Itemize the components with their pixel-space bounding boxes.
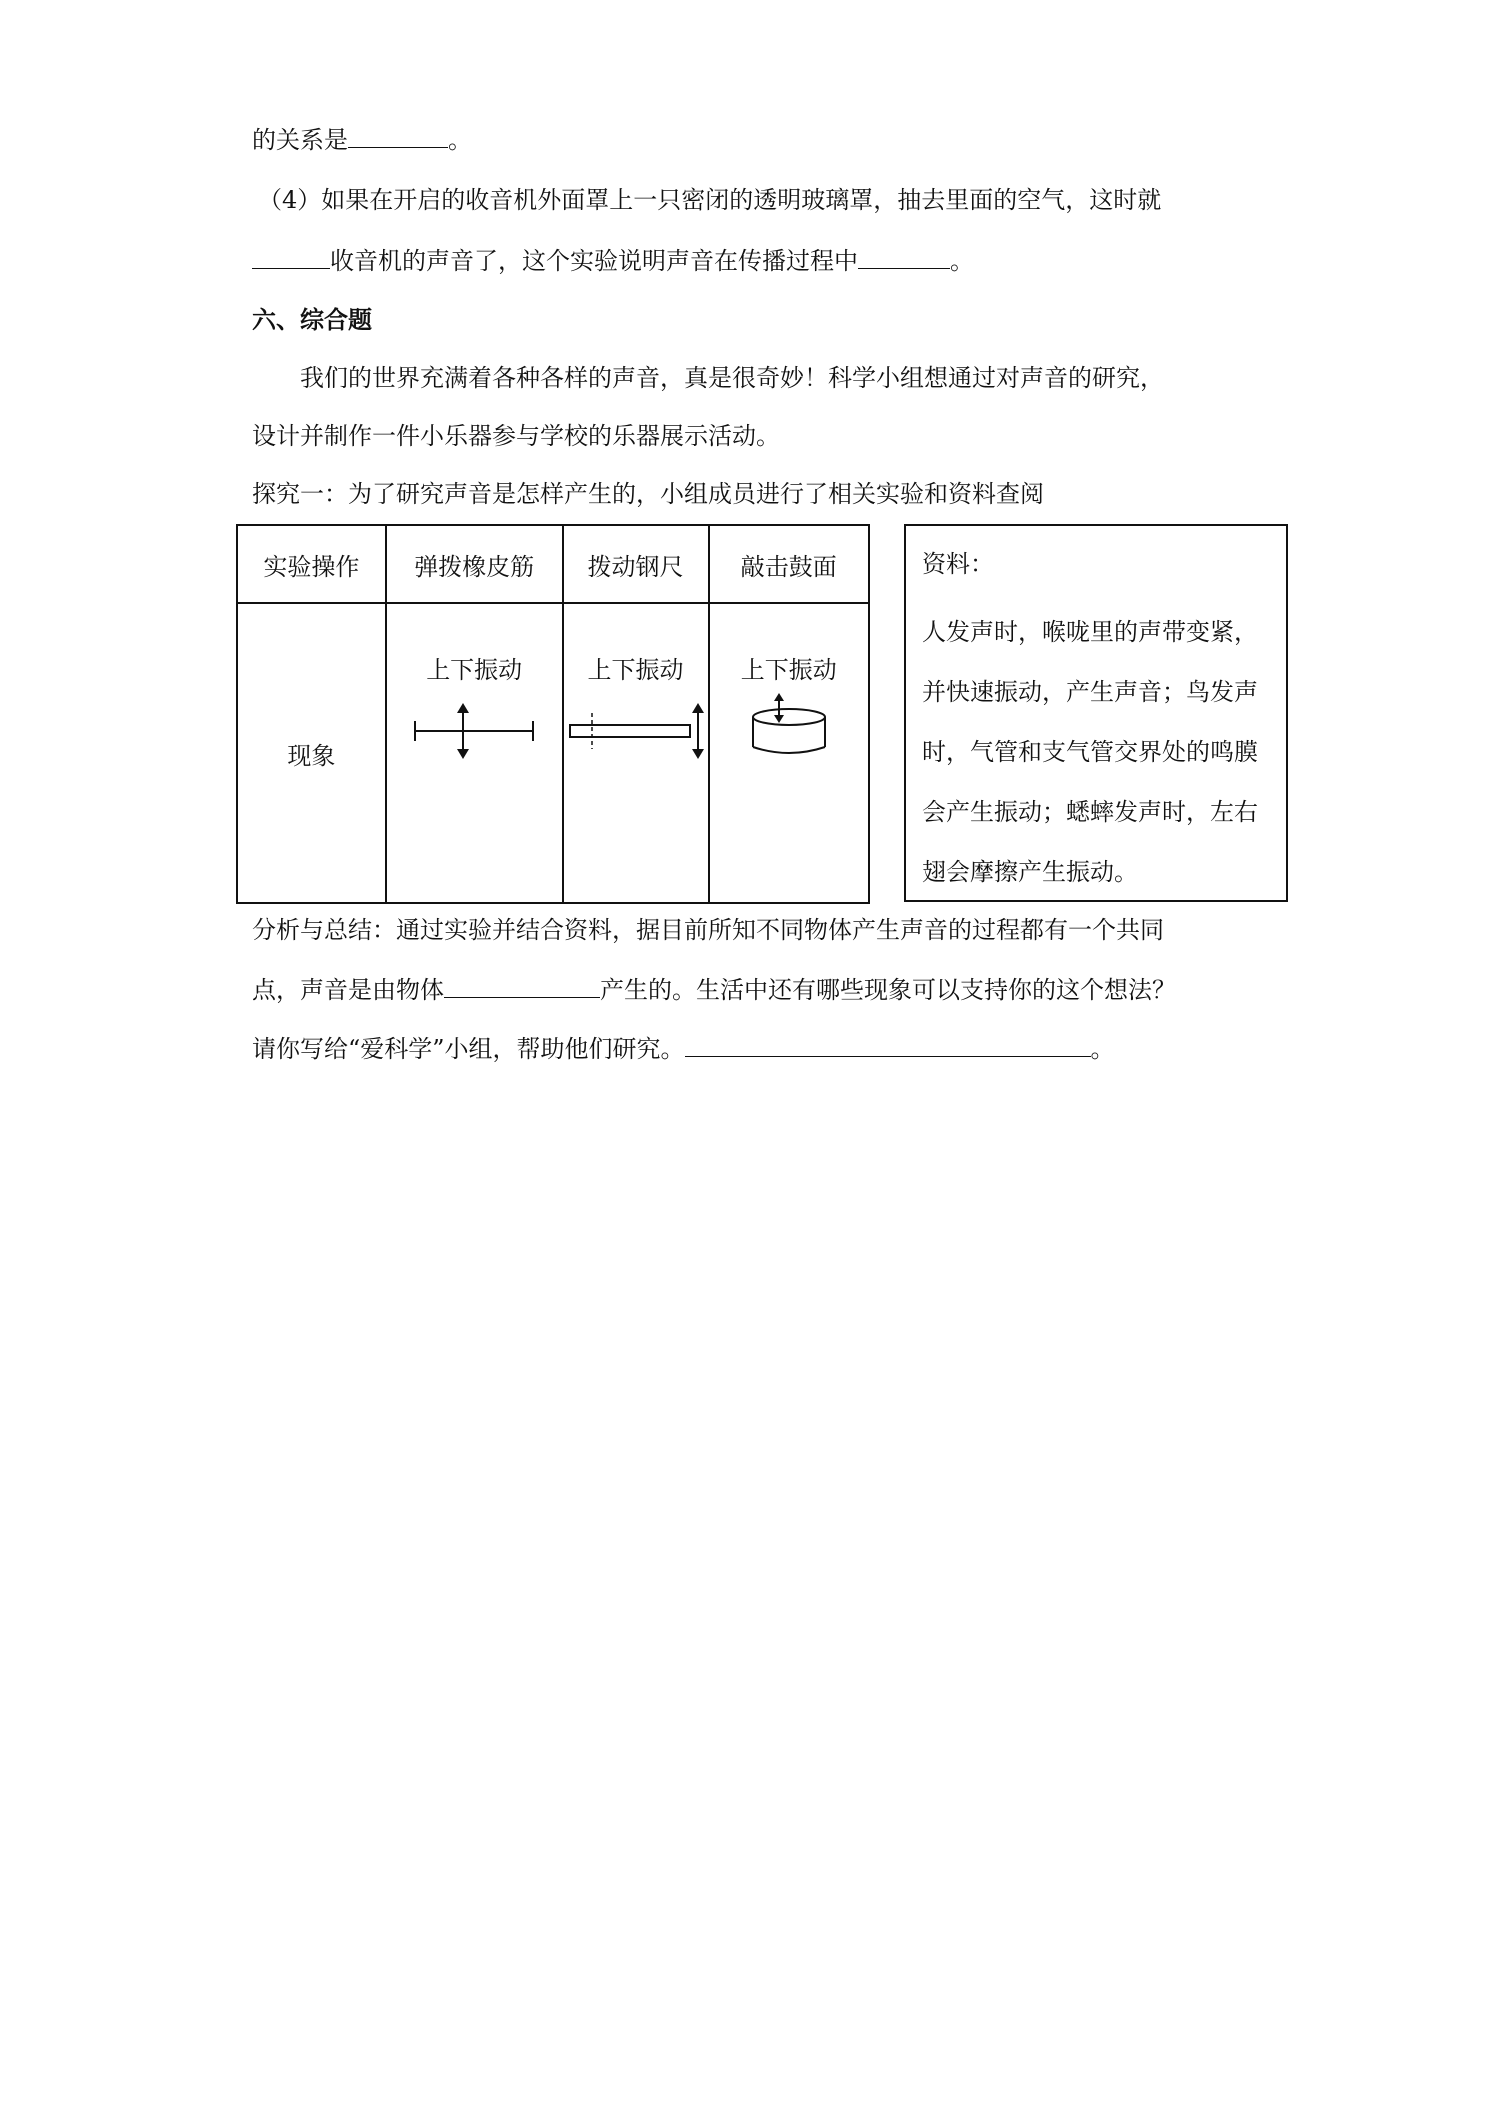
answer-blank[interactable] xyxy=(252,246,330,269)
answer-blank[interactable] xyxy=(444,975,600,998)
section-heading: 六、综合题 xyxy=(252,306,372,334)
info-line: 人发声时，喉咙里的声带变紧， xyxy=(922,618,1258,646)
question-4-line xyxy=(258,184,1161,216)
info-line: 时，气管和支气管交界处的鸣膜 xyxy=(922,738,1258,766)
analysis-line-3 xyxy=(252,1033,1115,1065)
header-cell: 弹拨橡皮筋 xyxy=(386,525,563,603)
table-header-row xyxy=(237,525,869,603)
intro-paragraph-line-2: 设计并制作一件小乐器参与学校的乐器展示活动。 xyxy=(252,422,780,450)
answer-blank[interactable] xyxy=(685,1034,1091,1057)
row-label: 现象 xyxy=(237,603,386,903)
answer-blank[interactable] xyxy=(348,125,448,148)
info-line: 并快速振动，产生声音；鸟发声 xyxy=(922,678,1258,706)
text: 请你写给“爱科学”小组，帮助他们研究。 xyxy=(252,1035,685,1063)
info-line: 翅会摩擦产生振动。 xyxy=(922,858,1138,886)
phenomenon-text: 上下振动 xyxy=(740,656,837,684)
header-cell: 实验操作 xyxy=(237,525,386,603)
table-phenomenon-row xyxy=(237,603,869,903)
text: （4）如果在开启的收音机外面罩上一只密闭的透明玻璃罩，抽去里面的空气，这时就 xyxy=(258,186,1162,214)
header-cell: 拨动钢尺 xyxy=(563,525,709,603)
text: 点，声音是由物体 xyxy=(252,976,444,1004)
phenomenon-text: 上下振动 xyxy=(426,656,523,684)
info-line: 资料： xyxy=(922,550,994,578)
steel-ruler-vibration-icon xyxy=(566,699,706,763)
phenomenon-cell xyxy=(563,603,709,903)
phenomenon-cell xyxy=(386,603,563,903)
explore-1-line: 探究一：为了研究声音是怎样产生的，小组成员进行了相关实验和资料查阅 xyxy=(252,480,1044,508)
answer-blank[interactable] xyxy=(858,246,950,269)
question-3-end-line xyxy=(252,124,472,156)
text: 的关系是 xyxy=(252,126,348,154)
question-4-line-2 xyxy=(252,245,974,277)
phenomenon-cell xyxy=(709,603,870,903)
text: 。 xyxy=(448,126,472,154)
cell-content xyxy=(387,604,562,902)
reference-info-box xyxy=(904,524,1288,902)
drum-vibration-icon xyxy=(739,691,839,763)
intro-paragraph-line-1: 我们的世界充满着各种各样的声音，真是很奇妙！科学小组想通过对声音的研究， xyxy=(300,364,1164,392)
rubber-band-vibration-icon xyxy=(409,699,539,763)
phenomenon-text: 上下振动 xyxy=(587,656,684,684)
text: 。 xyxy=(950,247,974,275)
analysis-line-1: 分析与总结：通过实验并结合资料，据目前所知不同物体产生声音的过程都有一个共同 xyxy=(252,916,1164,944)
info-line: 会产生振动；蟋蟀发声时，左右 xyxy=(922,798,1258,826)
cell-content xyxy=(710,604,869,902)
text: 产生的。生活中还有哪些现象可以支持你的这个想法？ xyxy=(600,976,1176,1004)
analysis-line-2 xyxy=(252,974,1176,1006)
text: 收音机的声音了，这个实验说明声音在传播过程中 xyxy=(330,247,858,275)
experiment-table xyxy=(236,524,870,904)
header-cell: 敲击鼓面 xyxy=(709,525,870,603)
text: 。 xyxy=(1090,1035,1115,1063)
cell-content xyxy=(564,604,708,902)
